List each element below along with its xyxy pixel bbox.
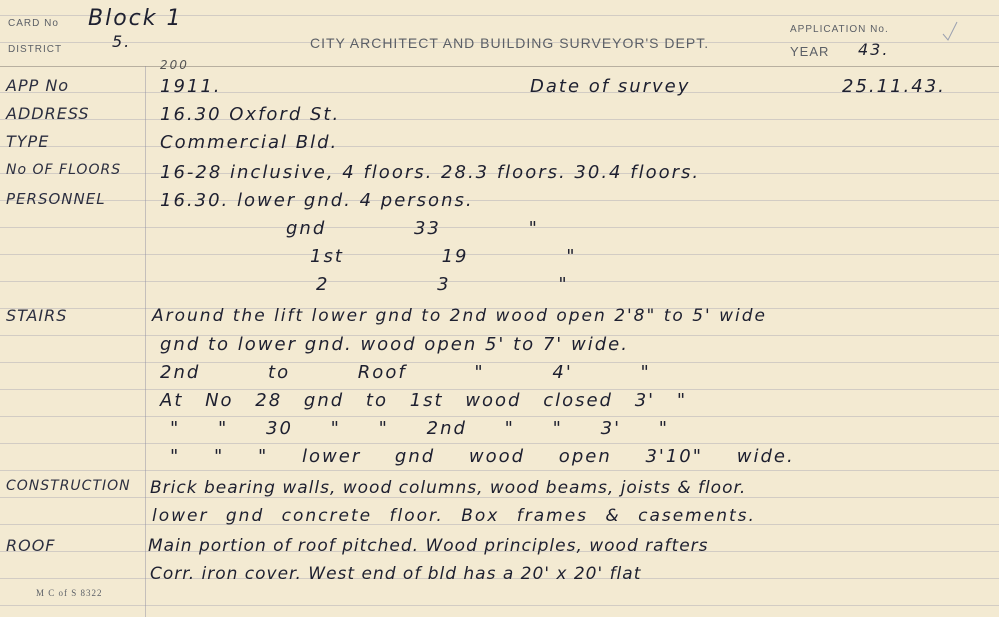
address-label: ADDRESS (6, 104, 90, 123)
date-label: Date of survey (530, 76, 691, 97)
app-no-correction: 200 (160, 58, 189, 72)
personnel-line: 1st 19 " (310, 246, 577, 267)
personnel-line: 2 3 " (316, 274, 569, 295)
construction-label: CONSTRUCTION (6, 478, 131, 494)
personnel-line: gnd 33 " (286, 218, 539, 239)
stairs-line: At No 28 gnd to 1st wood closed 3' " (160, 390, 688, 411)
floors-label: No OF FLOORS (6, 162, 122, 178)
roof-label: ROOF (6, 536, 56, 555)
stairs-line: gnd to lower gnd. wood open 5' to 7' wide. (160, 334, 629, 355)
floors-value: 16-28 inclusive, 4 floors. 28.3 floors. 30.4 floors. (160, 162, 701, 183)
type-label: TYPE (6, 132, 50, 151)
header-divider (0, 66, 999, 67)
application-label: APPLICATION No. (790, 24, 889, 35)
card-no-label: CARD No (8, 18, 59, 29)
address-value: 16.30 Oxford St. (160, 104, 341, 125)
stairs-line: Around the lift lower gnd to 2nd wood open 2'8" to 5' wide (152, 306, 767, 326)
card-no-value: Block 1 (88, 6, 183, 31)
form-code: M C of S 8322 (36, 588, 103, 598)
roof-line: Main portion of roof pitched. Wood principles, wood rafters (148, 536, 709, 556)
dept-title: CITY ARCHITECT AND BUILDING SURVEYOR'S DEPT. (310, 35, 710, 51)
year-label: YEAR (790, 44, 830, 59)
label-column-rule (145, 66, 146, 617)
year-value: 43. (858, 40, 890, 59)
stairs-line: 2nd to Roof " 4' " (160, 362, 651, 383)
check-mark-icon (941, 20, 959, 42)
type-value: Commercial Bld. (160, 132, 339, 153)
app-no-label: APP No (6, 76, 70, 95)
personnel-label: PERSONNEL (6, 190, 106, 208)
date-value: 25.11.43. (842, 76, 946, 97)
personnel-line: 16.30. lower gnd. 4 persons. (160, 190, 474, 211)
app-no-value: 1911. (160, 76, 222, 97)
district-label: DISTRICT (8, 44, 63, 55)
construction-line: Brick bearing walls, wood columns, wood beams, joists & floor. (150, 478, 747, 498)
stairs-line: " " " lower gnd wood open 3'10" wide. (170, 446, 795, 467)
roof-line: Corr. iron cover. West end of bld has a 20' x 20' flat (150, 564, 642, 584)
stairs-label: STAIRS (6, 306, 68, 325)
construction-line: lower gnd concrete floor. Box frames & casements. (152, 506, 756, 526)
stairs-line: " " 30 " " 2nd " " 3' " (170, 418, 670, 439)
district-value: 5. (112, 32, 132, 51)
